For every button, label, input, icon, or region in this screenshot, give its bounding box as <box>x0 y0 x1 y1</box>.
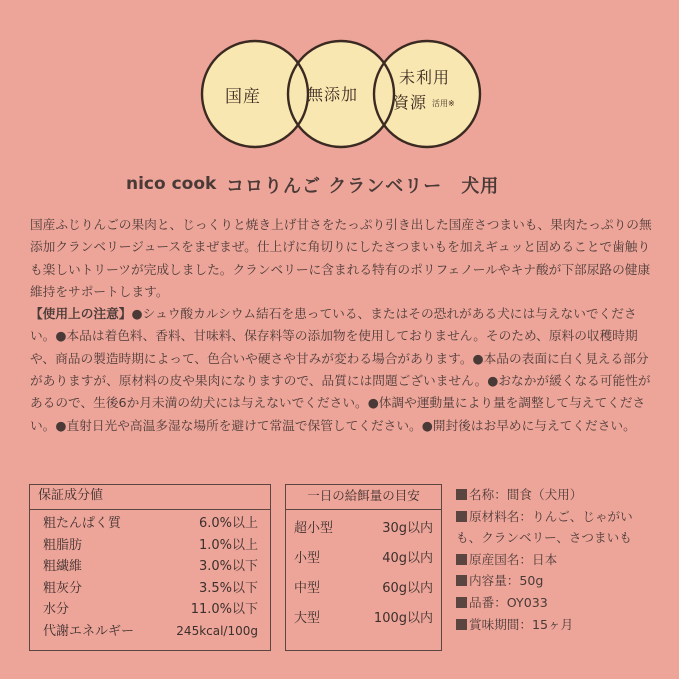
bullet-square-icon <box>456 489 467 500</box>
feeding-value: 40g以内 <box>382 551 433 566</box>
feature-badges <box>195 32 485 150</box>
bullet-square-icon <box>456 575 467 586</box>
badge-unused-small: 活用※ <box>432 99 455 108</box>
info-volume <box>456 570 666 592</box>
feeding-label: 超小型 <box>294 521 334 536</box>
nutrition-label: 代謝エネルギー <box>43 623 135 639</box>
bullet-square-icon <box>456 554 467 565</box>
bullet-square-icon <box>456 619 467 630</box>
caution-block <box>30 303 654 437</box>
nutrition-value: 3.0%以下 <box>198 559 258 574</box>
feeding-row <box>286 544 441 574</box>
feeding-title: 一日の給餌量の目安 <box>286 485 441 510</box>
nutrition-row <box>30 513 270 535</box>
nutrition-value: 1.0%以上 <box>198 537 258 553</box>
description-text: 国産ふじりんごの果肉と、じっくりと焼き上げ甘さをたっぷり引き出した国産さつまいも、果肉たっぷりの無添加クランベリージュースをまぜまぜ。仕上げに角切りにしたさつまいもを加えギュッと固めることで歯触りも楽しいトリーツが完成しました。クランベリーに含まれる特有のポリフェノールやキナ酸が下部尿路の健康維持をサポートします。 <box>30 217 652 299</box>
nutrition-value: 11.0%以下 <box>190 602 258 617</box>
product-title: コロりんご クランベリー 犬用 <box>226 176 500 197</box>
feeding-table <box>285 484 442 651</box>
info-origin <box>456 549 666 571</box>
nutrition-label: 粗脂肪 <box>43 537 83 553</box>
info-volume-text: 内容量：50g <box>469 573 544 589</box>
info-ingredients-text: 原材料名：りんご、じゃがい <box>469 508 633 524</box>
feeding-label: 大型 <box>294 611 321 626</box>
info-origin-text: 原産国名：日本 <box>469 551 558 567</box>
feeding-row <box>286 574 441 604</box>
badge-domestic: 国産 <box>225 87 261 107</box>
info-ingredients-cont: も、クランベリー、さつまいも <box>456 530 632 546</box>
brand-name: nico cook <box>126 174 217 194</box>
info-name-text: 名称：間食（犬用） <box>469 487 583 502</box>
badge-unused-line2: 資源 <box>393 93 428 112</box>
info-code <box>456 592 666 614</box>
badge-additive-free: 無添加 <box>307 85 359 104</box>
info-ingredients <box>456 506 666 528</box>
nutrition-label: 粗たんぱく質 <box>43 516 122 531</box>
bullet-square-icon <box>456 597 467 608</box>
nutrition-label: 粗灰分 <box>43 580 83 596</box>
badge-unused-line1: 未利用 <box>399 68 451 87</box>
info-expiry <box>456 614 666 636</box>
feeding-label: 小型 <box>294 551 321 566</box>
nutrition-value: 6.0%以上 <box>198 516 258 531</box>
nutrition-row <box>30 599 270 621</box>
feeding-value: 100g以内 <box>373 611 433 626</box>
title-row <box>0 172 679 202</box>
nutrition-label: 水分 <box>43 602 70 617</box>
nutrition-row <box>30 535 270 557</box>
nutrition-label: 粗繊維 <box>43 559 83 574</box>
caution-text: ●シュウ酸カルシウム結石を患っている、またはその恐れがある犬には与えないでください。●本品は着色料、香料、甘味料、保存料等の添加物を使用しておりません。そのため、原料の収穫時期や、商品の製造時期によって、色合いや硬さや甘みが変わる場合があります。●本品の表面に白く見える部分がありますが、原材料の皮や果肉になりますので、品質には問題ございません。●おなかが緩くなる可能性があるので、生後6か月未満の幼犬には与えないでください。●体調や運動量により量を調整して与えてください。●直射日光や高温多湿な場所を避けて常温で保管してください。●開封後はお早めに与えてください。 <box>30 306 651 433</box>
feeding-row <box>286 604 441 634</box>
caution-heading: 【使用上の注意】 <box>30 306 132 322</box>
nutrition-value: 3.5%以下 <box>198 580 258 596</box>
description <box>30 214 654 437</box>
nutrition-row <box>30 621 270 643</box>
feeding-label: 中型 <box>294 581 321 596</box>
product-info <box>456 484 666 635</box>
info-expiry-text: 賞味期間：15ヶ月 <box>469 616 574 632</box>
feeding-value: 60g以内 <box>382 581 433 596</box>
nutrition-row <box>30 578 270 600</box>
feeding-value: 30g以内 <box>382 521 433 536</box>
nutrition-title: 保証成分値 <box>30 485 270 510</box>
feeding-row <box>286 514 441 544</box>
nutrition-table <box>29 484 271 651</box>
bullet-square-icon <box>456 511 467 522</box>
nutrition-row <box>30 556 270 578</box>
nutrition-value: 245kcal/100g <box>176 623 258 638</box>
info-name <box>456 484 666 506</box>
info-code-text: 品番：OY033 <box>469 594 548 610</box>
